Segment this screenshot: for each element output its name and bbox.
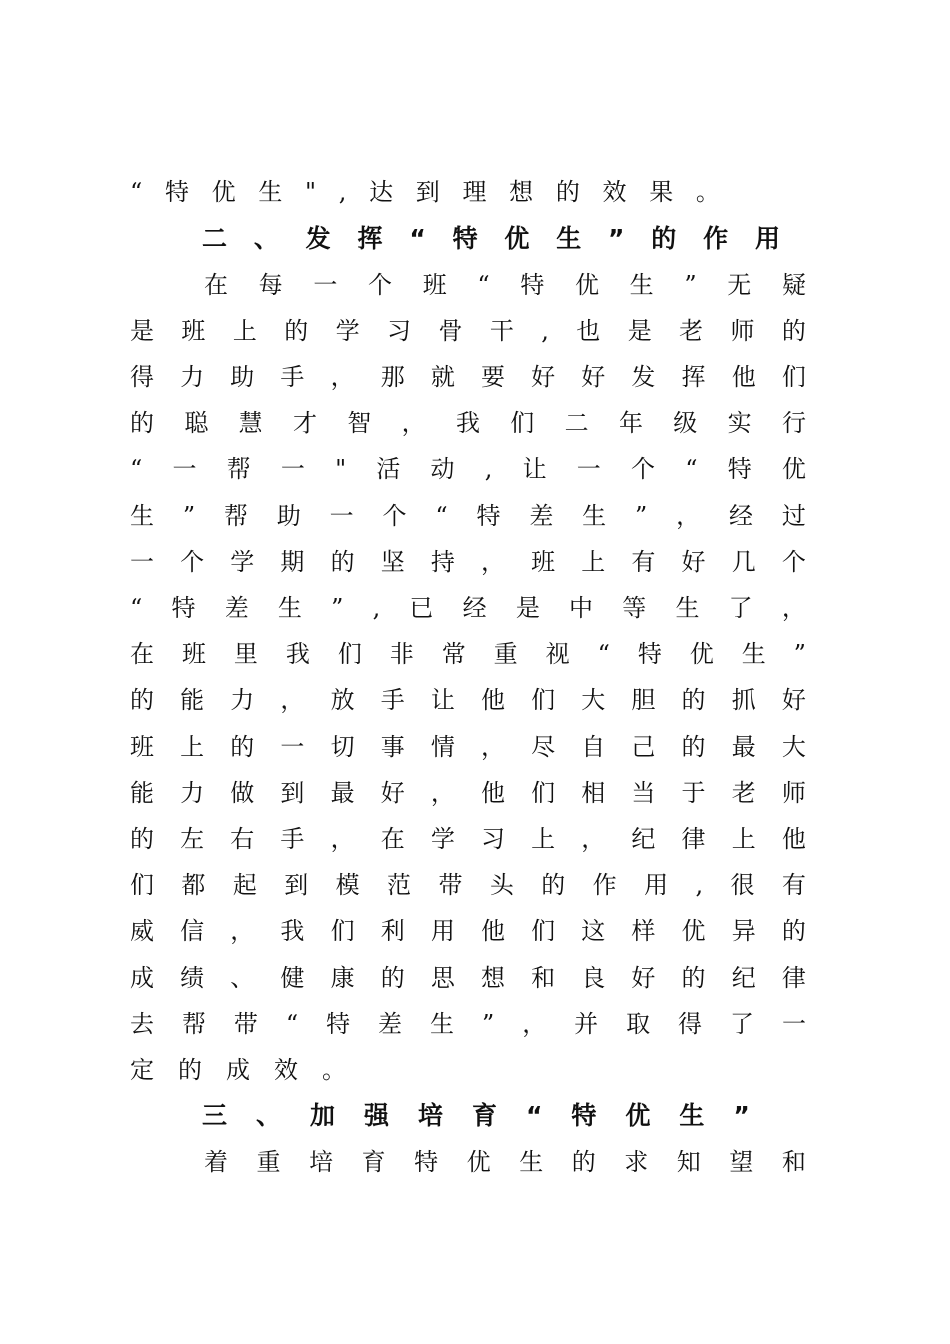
text-line: “ 特 优 生 " , 达 到 理 想 的 效 果 。 xyxy=(130,178,720,206)
text-line: 定 的 成 效 。 xyxy=(130,1056,346,1084)
text-line: 去 帮 带 “ 特 差 生 ” ， 并 取 得 了 一 xyxy=(130,1010,806,1038)
text-line: 在 每 一 个 班 “ 特 优 生 ” 无 疑 xyxy=(204,271,806,299)
text-line: 们 都 起 到 模 范 带 头 的 作 用 , 很 有 xyxy=(130,871,806,899)
text-line: “ 特 差 生 ” , 已 经 是 中 等 生 了 ， xyxy=(130,594,806,622)
text-line: “ 一 帮 一 " 活 动 , 让 一 个 “ 特 优 xyxy=(130,455,806,483)
text-line: 的 能 力 ， 放 手 让 他 们 大 胆 的 抓 好 xyxy=(130,686,806,714)
text-line: 着 重 培 育 特 优 生 的 求 知 望 和 xyxy=(204,1148,806,1176)
text-line: 在 班 里 我 们 非 常 重 视 “ 特 优 生 ” xyxy=(130,640,806,668)
text-line: 生 ” 帮 助 一 个 “ 特 差 生 ” ， 经 过 xyxy=(130,502,806,530)
text-line: 一 个 学 期 的 坚 持 ， 班 上 有 好 几 个 xyxy=(130,548,806,576)
text-line: 的 聪 慧 才 智 ， 我 们 二 年 级 实 行 xyxy=(130,409,806,437)
text-line: 是 班 上 的 学 习 骨 干 , 也 是 老 师 的 xyxy=(130,317,806,345)
text-line: 班 上 的 一 切 事 情 ， 尽 自 己 的 最 大 xyxy=(130,733,806,761)
text-line: 成 绩 、 健 康 的 思 想 和 良 好 的 纪 律 xyxy=(130,964,806,992)
section-heading: 三 、 加 强 培 育 “ 特 优 生 ” xyxy=(202,1101,750,1130)
text-line: 的 左 右 手 ， 在 学 习 上 ， 纪 律 上 他 xyxy=(130,825,806,853)
text-line: 能 力 做 到 最 好 ， 他 们 相 当 于 老 师 xyxy=(130,779,806,807)
text-line: 威 信 ， 我 们 利 用 他 们 这 样 优 异 的 xyxy=(130,917,806,945)
text-line: 得 力 助 手 ， 那 就 要 好 好 发 挥 他 们 xyxy=(130,363,806,391)
section-heading: 二 、 发 挥 “ 特 优 生 ” 的 作 用 xyxy=(202,224,780,253)
